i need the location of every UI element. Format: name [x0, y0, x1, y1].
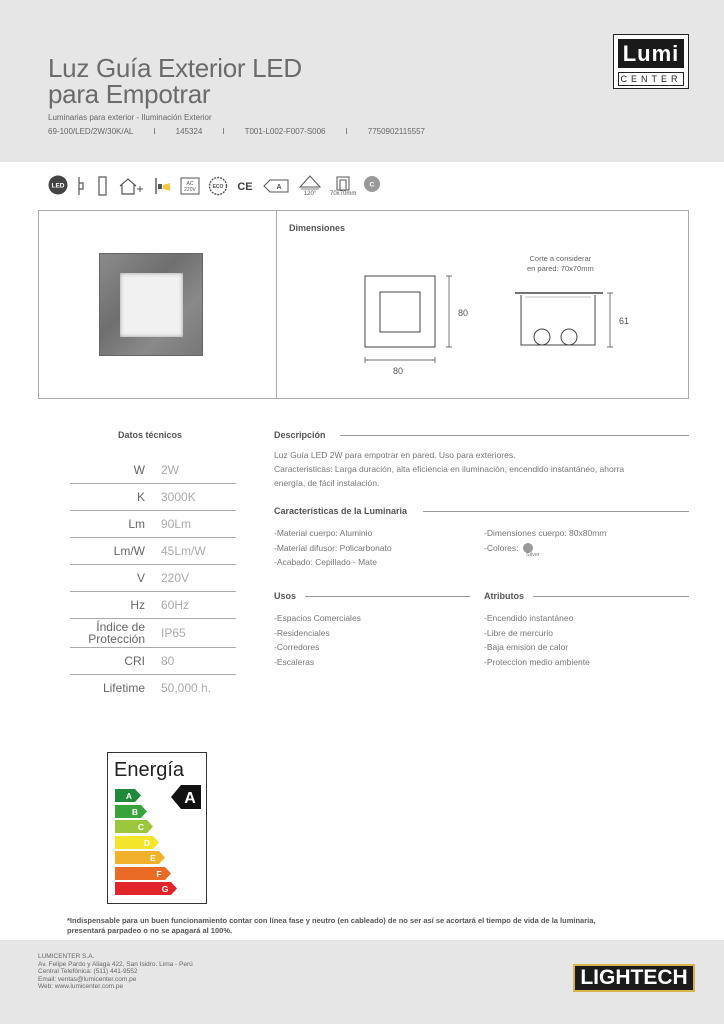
beam-angle-label: 120°	[303, 191, 317, 197]
svg-text:ECO: ECO	[212, 184, 224, 190]
svg-text:AC: AC	[186, 181, 194, 187]
characteristics-rule	[423, 511, 689, 512]
energy-class-e	[115, 851, 167, 864]
svg-text:A: A	[276, 184, 282, 191]
energy-class-g	[115, 882, 179, 895]
product-panel	[38, 210, 689, 399]
led-icon	[48, 175, 68, 195]
atributos-item: -Libre de mercurio	[484, 627, 553, 638]
footer-band	[0, 940, 724, 1024]
energy-bar-letter: E	[150, 853, 156, 863]
lumicenter-logo	[613, 34, 689, 89]
colors-label: -Colores:	[484, 542, 519, 553]
spec-label: Lm	[128, 517, 145, 531]
energy-rating-letter: A	[184, 790, 196, 807]
product-image	[99, 253, 203, 356]
characteristics-title: Características de la Luminaria	[274, 506, 408, 516]
company-info	[38, 953, 193, 991]
atributos-item: -Baja emision de calor	[484, 642, 569, 652]
spec-value: 45Lm/W	[161, 544, 206, 558]
usos-title: Usos	[274, 591, 297, 601]
spec-label: Índice de Protección	[88, 620, 145, 646]
energy-class-f	[115, 867, 173, 880]
product-diffuser	[120, 273, 183, 337]
page-title	[48, 55, 302, 107]
footnote-line-1: *Indispensable para un buen funcionamiento contar con línea fase y neutro (en cableado) de no ser así se acortará el tiempo de vida de la luminaria,	[67, 916, 596, 925]
characteristic-item: -Material difusor: Policarbonato	[274, 542, 392, 553]
description-line-2: Caracteristicas: Larga duración, alta eficiencia en iluminación, encendido instantáneo, ahorra	[274, 464, 625, 474]
usos-item: -Corredores	[274, 642, 320, 652]
spec-value: 50,000 h.	[161, 681, 212, 695]
model-code: 69-100/LED/2W/30K/AL	[48, 127, 134, 136]
spec-row-hz	[70, 591, 236, 618]
atributos-title: Atributos	[484, 591, 524, 601]
characteristics-right	[484, 526, 606, 558]
spec-row-k	[70, 483, 236, 510]
usos-item: -Espacios Comerciales	[274, 613, 361, 623]
spec-label: Lm/W	[113, 544, 145, 558]
energy-title: Energía	[114, 759, 185, 781]
energy-class-c	[115, 820, 155, 833]
code-separator: I	[345, 127, 348, 136]
header-band	[0, 0, 724, 162]
lightech-logo: LIGHTECH	[573, 964, 695, 992]
spec-label: Lifetime	[102, 681, 145, 695]
energy-bar-e	[115, 851, 165, 864]
ce-mark-icon	[235, 175, 255, 197]
spec-value: 60Hz	[161, 598, 190, 612]
usos-list	[274, 611, 361, 669]
spec-label: V	[136, 571, 145, 585]
energy-label	[107, 752, 207, 904]
description-text	[274, 448, 690, 490]
energy-bar-letter: A	[125, 791, 133, 801]
energy-bar-c	[115, 820, 153, 833]
spec-row-w	[70, 456, 236, 483]
spec-label: CRI	[124, 654, 145, 668]
code-separator: I	[153, 127, 156, 136]
energy-bar-letter: F	[156, 868, 162, 879]
front-height-label: 80	[458, 308, 469, 318]
spec-row-cri	[70, 647, 236, 674]
footnote-line-2: presentará parpadeo o no se apagará al 100%.	[67, 926, 233, 935]
title-line-1: Luz Guía Exterior LED	[48, 53, 302, 83]
description-title: Descripción	[274, 430, 326, 440]
panel-divider	[276, 211, 277, 398]
atributos-list	[484, 611, 590, 669]
tech-data-table	[70, 456, 236, 701]
spec-row-lifetime	[70, 674, 236, 701]
energy-class-b	[115, 805, 149, 818]
logo-center: CENTER	[618, 72, 684, 86]
energy-bar-letter: B	[131, 806, 139, 817]
side-depth-label: 61	[619, 316, 630, 326]
cut-note-line-2: en pared: 70x70mm	[527, 264, 594, 273]
atributos-item: -Proteccion medio ambiente	[484, 656, 590, 667]
barcode-number: 7750902115557	[367, 127, 425, 136]
category-code: T001-L002-F007-S006	[244, 127, 326, 136]
spec-row-ip	[70, 618, 236, 647]
title-line-2: para Empotrar	[48, 79, 211, 109]
code-separator: I	[222, 127, 225, 136]
energy-class-d	[115, 836, 161, 849]
spec-value: IP65	[161, 626, 186, 640]
description-line-3: energía, de fácil instalación.	[274, 478, 380, 488]
company-name: LUMICENTER S.A.	[38, 953, 95, 960]
wall-mount-icon	[96, 175, 110, 197]
energy-rating-arrow	[170, 784, 202, 810]
led-icon-text: LED	[51, 182, 65, 190]
color-silver-icon	[363, 175, 381, 195]
energy-bar-f	[115, 867, 171, 880]
usos-rule	[305, 596, 470, 597]
tech-data-title: Datos técnicos	[118, 430, 183, 440]
energy-bar-letter: G	[161, 884, 169, 894]
product-codes	[48, 127, 425, 136]
atributos-item: -Encendido instantáneo	[484, 613, 574, 623]
feature-icons	[48, 175, 388, 205]
cut-note-line-1: Corte a considerar	[529, 254, 592, 263]
characteristic-item: -Acabado: Cepillado - Mate	[274, 557, 378, 567]
description-line-1: Luz Guía LED 2W para empotrar en pared. Uso para exteriores.	[274, 450, 516, 460]
wall-recessed-icon	[75, 175, 89, 197]
beam-angle-icon	[297, 175, 323, 197]
energy-class-icon	[262, 175, 290, 197]
category-subtitle: Luminarias para exterior - Iluminación Exterior	[48, 113, 212, 122]
spec-row-v	[70, 564, 236, 591]
energy-bar-letter: C	[137, 822, 145, 832]
color-name: Silver	[526, 552, 540, 558]
footnote	[67, 916, 595, 936]
spec-value: 90Lm	[161, 517, 192, 531]
company-web[interactable]: Web: www.lumicenter.com.pe	[38, 983, 124, 990]
body-dimensions: -Dimensiones cuerpo: 80x80mm	[484, 528, 607, 538]
cut-note	[527, 254, 594, 274]
spec-row-lm	[70, 510, 236, 537]
energy-bar-letter: D	[143, 837, 151, 848]
company-phone: Central Telefónica: (511) 441-9552	[38, 968, 138, 975]
front-width-label: 80	[393, 366, 404, 376]
spec-value: 80	[161, 654, 175, 668]
spec-value: 220V	[161, 571, 190, 585]
spec-label: W	[133, 462, 145, 477]
eco-icon	[208, 175, 228, 197]
ac-voltage-icon	[179, 175, 201, 197]
sku-code: 145324	[175, 127, 203, 136]
atributos-rule	[533, 596, 689, 597]
company-email[interactable]: Email: ventas@lumicenter.com.pe	[38, 975, 137, 983]
spec-value: 3000K	[161, 490, 196, 504]
wall-light-icon	[152, 175, 172, 197]
spec-label: K	[136, 490, 145, 504]
cut-size-label: 70x70mm	[330, 191, 357, 197]
characteristics-left	[274, 526, 392, 570]
outdoor-house-icon	[117, 175, 145, 197]
cut-size-icon	[330, 175, 356, 197]
spec-label: Hz	[130, 598, 145, 612]
description-rule	[340, 435, 689, 436]
company-address: Av. Felipe Pardo y Aliaga 422, San Isidro. Lima - Perú	[38, 960, 193, 968]
usos-item: -Escaleras	[274, 656, 315, 667]
color-icon-text: C	[369, 181, 375, 189]
svg-text:CE: CE	[237, 181, 253, 193]
front-view-drawing	[357, 267, 467, 387]
energy-class-a	[115, 789, 143, 802]
spec-value: 2W	[161, 462, 179, 477]
side-view-drawing	[511, 285, 631, 360]
dimensions-title: Dimensiones	[289, 223, 346, 233]
usos-item: -Residenciales	[274, 627, 330, 638]
logo-lumi: Lumi	[618, 39, 684, 68]
svg-text:220V: 220V	[184, 187, 196, 193]
characteristic-item: -Material cuerpo: Aluminio	[274, 528, 373, 538]
spec-row-lmw	[70, 537, 236, 564]
energy-bar-d	[115, 836, 159, 849]
